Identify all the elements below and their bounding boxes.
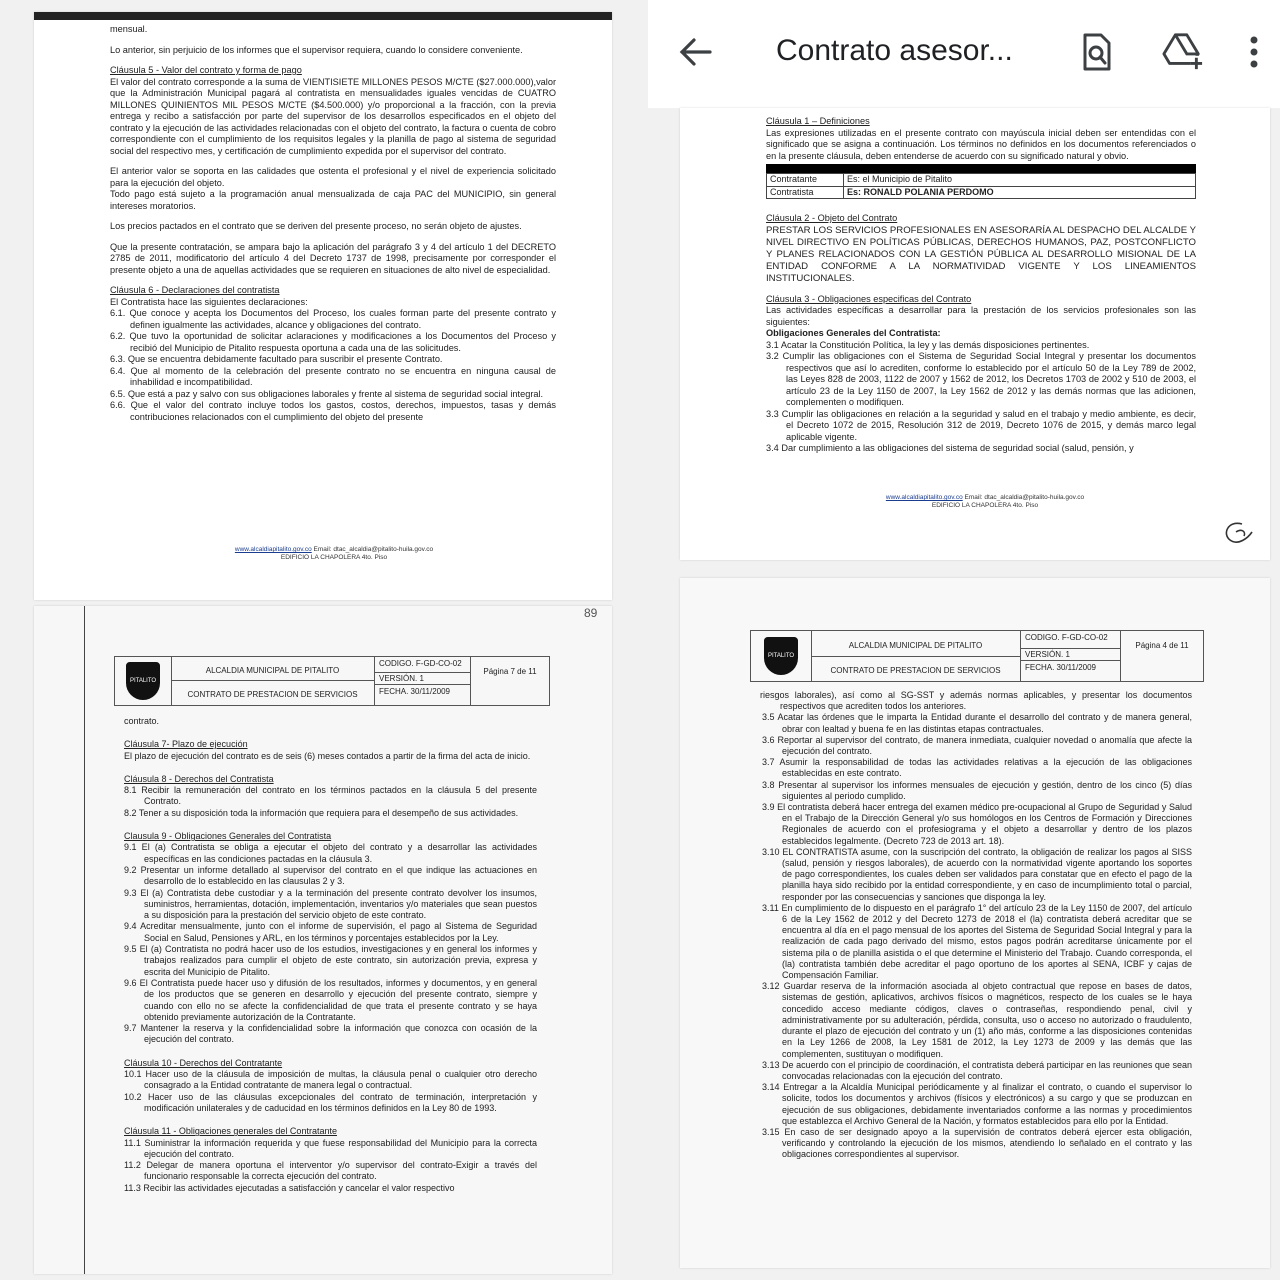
list-item: 6.5. Que está a paz y salvo con sus obligaciones laborales y frente al sistema de seguridad social integral. bbox=[110, 388, 544, 399]
header-version: VERSIÓN. 1 bbox=[375, 673, 471, 685]
paragraph: Lo anterior, sin perjuicio de los informes que el supervisor requiera, cuando lo considere conveniente. bbox=[110, 44, 523, 55]
list-item: 10.1 Hacer uso de la cláusula de imposición de multas, la cláusula penal o cualquier otro derecho consagrado a la Entidad contratante de manera legal o contractual. bbox=[124, 1069, 537, 1091]
list-item: 3.7 Asumir la responsabilidad de todas las actividades relativas a la ejecución de las obligaciones establecidas en este contrato. bbox=[762, 757, 1192, 779]
search-document-icon[interactable] bbox=[1076, 28, 1118, 76]
municipality-logo bbox=[751, 631, 812, 681]
paragraph: Las actividades específicas a desarrollar para la prestación de los servicios profesionales son las siguientes: bbox=[766, 305, 1196, 327]
list-item: 3.11 En cumplimiento de lo dispuesto en el parágrafo 1° del artículo 23 de la Ley 1150 de 2007, del artículo 6 de la Ley 1562 de 2012 y del Decreto 1273 de 2018 el (la) contratista deberá acreditar que se encuentra al día en el pago mensual de los aportes del Sistema de Seguridad Social Integral y para la realización de cada pago derivado del mismo, estos pagos podrán acreditarse únicamente por el sistema pila o de planilla asistida o el que determine el Ministerio del Trabajo. Cuando corresponda, el (la) contratista también debe acreditar el pago oportuno de los aportes al SENA, ICBF y cajas de Compensación Familiar. bbox=[762, 902, 1192, 981]
clause-heading: Cláusula 11 - Obligaciones generales del Contratante bbox=[124, 1126, 337, 1137]
clause-heading: Cláusula 8 - Derechos del Contratista bbox=[124, 773, 274, 784]
list-item: 9.3 El (a) Contratista debe custodiar y a la terminación del presente contrato devolver los insumos, suministros, herramientas, dotación, implementación, inventarios y/o materiales que sean puestos a su disposición para la prestación del servicio objeto de este contrato. bbox=[124, 887, 537, 921]
list-item: 3.8 Presentar al supervisor los informes mensuales de ejecución y gestión, dentro de los cinco (5) días siguientes al periodo cumplido. bbox=[762, 779, 1192, 801]
document-page-top-left bbox=[34, 12, 612, 600]
subheading: Obligaciones Generales del Contratista: bbox=[766, 328, 941, 338]
header-org: ALCALDIA MUNICIPAL DE PITALITO bbox=[171, 657, 375, 681]
list-item: 9.1 El (a) Contratista se obliga a ejecutar el objeto del contrato y a desarrollar las actividades específicas en las condiciones pactadas en la cláusula 3. bbox=[124, 842, 537, 864]
clause-heading: Cláusula 10 - Derechos del Contratante bbox=[124, 1057, 283, 1068]
list-item: 11.3 Recibir las actividades ejecutadas a satisfacción y cancelar el valor respectivo bbox=[124, 1182, 455, 1193]
shield-icon: PITALITO bbox=[126, 662, 160, 700]
paragraph: Que la presente contratación, se ampara bajo la aplicación del parágrafo 3 y 4 del artículo 1 del DECRETO 2785 de 2011, modificatorio del artículo 4 del Decreto 1737 de 1998, precisamente por corresponder el presente objeto a una de aquellas actividades que se requieren en situaciones de alto nivel de especialidad. bbox=[110, 241, 556, 275]
list-item: 6.2. Que tuvo la oportunidad de solicitar aclaraciones y modificaciones a los Documentos del Proceso y recibió del Municipio de Pitalito respuesta oportuna a cada una de las solicitudes. bbox=[110, 331, 556, 353]
list-item: 3.6 Reportar al supervisor del contrato, de manera inmediata, cualquier novedad o anomalía que afecte la ejecución del contrato. bbox=[762, 734, 1192, 757]
paragraph: El plazo de ejecución del contrato es de seis (6) meses contados a partir de la firma del acta de inicio. bbox=[124, 750, 531, 761]
header-fecha: FECHA. 30/11/2009 bbox=[375, 685, 471, 705]
list-item: 11.2 Delegar de manera oportuna el interventor y/o supervisor del contrato-Exigir a través del funcionario responsable la correcta ejecución del contrato. bbox=[124, 1160, 537, 1182]
table-row bbox=[767, 186, 1196, 199]
header-org: ALCALDIA MUNICIPAL DE PITALITO bbox=[811, 631, 1021, 657]
list-item: 3.1 Acatar la Constitución Política, la ley y las demás disposiciones pertinentes. bbox=[766, 339, 1090, 350]
definitions-table bbox=[766, 164, 1196, 199]
list-item: 3.9 El contratista deberá hacer entrega del examen médico pre-ocupacional al Grupo de Seguridad y Salud en el Trabajo de la Dirección General y/o sus homólogos en los Centros de Formación y Direcciones Regionales de acuerdo con el profesiograma y el objeto a desarrollar y dentro de los plazos establecidos legalmente. (Decreto 723 de 2013 art. 18). bbox=[762, 802, 1192, 846]
list-item: 3.4 Dar cumplimiento a las obligaciones del sistema de seguridad social (salud, pensión, y bbox=[766, 443, 1134, 453]
list-item: 9.2 Presentar un informe detallado al supervisor del contrato en el que indique las actuaciones en desarrollo de lo establecido en las clausulas 2 y 3. bbox=[124, 864, 537, 887]
paragraph: El anterior valor se soporta en las calidades que ostenta el profesional y el nivel de experiencia solicitado para la ejecución del objeto. bbox=[110, 166, 556, 188]
document-page-bottom-right bbox=[680, 578, 1270, 1268]
clause-heading: Cláusula 2 - Objeto del Contrato bbox=[766, 213, 898, 223]
list-item: 3.2 Cumplir las obligaciones con el Sistema de Seguridad Social Integral y presentar los documentos respectivos que así lo acrediten, conforme lo establecido por el artículo 50 de la Ley 789 de 2002, las Leyes 828 de 2003, 1122 de 2007 y 1562 de 2012, los Decretos 1703 de 2002 y 510 de 2003, el artículo 23 de la Ley 1150 de 2007, la Ley 1562 de 2012 y las demás normas que las adicionen, complementen o modifiquen. bbox=[766, 351, 1196, 407]
list-item: 9.5 El (a) Contratista no podrá hacer uso de los estudios, investigaciones y en general los informes y trabajos realizados para cumplir el objeto de este contrato, sin autorización previa, expresa y escrita del Municipio de Pitalito. bbox=[124, 944, 537, 977]
table-cell: Es: RONALD POLANIA PERDOMO bbox=[844, 186, 1196, 199]
table-cell: Contratista bbox=[767, 186, 844, 199]
footer-address: EDIFICIO LA CHAPOLERA 4to. Piso bbox=[280, 554, 388, 561]
table-cell: Contratante bbox=[767, 174, 844, 187]
header-page-number: Página 7 de 11 bbox=[483, 667, 537, 676]
margin-line bbox=[84, 606, 85, 1274]
document-page-bottom-left bbox=[34, 606, 612, 1274]
header-doc-type: CONTRATO DE PRESTACION DE SERVICIOS bbox=[171, 681, 375, 705]
table-header-bar bbox=[766, 164, 1196, 173]
header-fecha: FECHA. 30/11/2009 bbox=[1021, 661, 1121, 681]
clause-heading: Cláusula 6 - Declaraciones del contratista bbox=[110, 285, 280, 295]
list-item: 10.2 Hacer uso de las cláusulas excepcionales del contrato de terminación, interpretación y modificación unilaterales y de caducidad en los términos definidos en la Ley 80 de 1993. bbox=[124, 1091, 537, 1113]
shield-icon: PITALITO bbox=[764, 637, 798, 675]
list-item: 6.1. Que conoce y acepta los Documentos del Proceso, los cuales forman parte del presente contrato y definen igualmente las actividades, alcance y obligaciones del contrato. bbox=[110, 308, 556, 330]
list-item: 11.1 Suministrar la información requerida y que fuese responsabilidad del Municipio para la correcta ejecución del contrato. bbox=[124, 1137, 537, 1159]
list-item: 8.2 Tener a su disposición toda la información que requiera para el desempeño de sus actividades. bbox=[124, 807, 519, 818]
signature-mark bbox=[1218, 518, 1258, 553]
list-item: riesgos laborales), así como al SG-SST y además normas aplicables, y presentar los documentos respectivos que acrediten todos los anteriores. bbox=[760, 690, 1192, 712]
header-page-number: Página 4 de 11 bbox=[1135, 641, 1189, 650]
drive-add-icon[interactable] bbox=[1162, 28, 1204, 76]
document-page-top-right bbox=[680, 108, 1270, 560]
paragraph: Los precios pactados en el contrato que se deriven del presente proceso, no serán objeto de ajustes. bbox=[110, 221, 522, 231]
paragraph: El Contratista hace las siguientes declaraciones: bbox=[110, 296, 308, 307]
clause-heading: Cláusula 1 – Definiciones bbox=[766, 116, 870, 126]
footer-email: Email: dtac_alcaldia@pitalito-huila.gov.co bbox=[313, 546, 434, 553]
footer-web[interactable]: www.alcaldiapitalito.gov.co bbox=[234, 546, 312, 553]
list-item: 6.3. Que se encuentra debidamente facultado para suscribir el presente Contrato. bbox=[110, 354, 443, 364]
footer-address: EDIFICIO LA CHAPOLERA 4to. Piso bbox=[931, 502, 1039, 509]
table-row bbox=[767, 174, 1196, 187]
list-item: 8.1 Recibir la remuneración del contrato en los términos pactados en la cláusula 5 del presente Contrato. bbox=[124, 785, 537, 807]
text-line: mensual. bbox=[110, 24, 148, 34]
document-header bbox=[750, 630, 1204, 682]
footer-email: Email: dtac_alcaldia@pitalito-huila.gov.co bbox=[964, 494, 1085, 501]
list-item: 3.5 Acatar las órdenes que le imparta la Entidad durante el desarrollo del contrato y de manera general, obrar con lealtad y buena fe en las distintas etapas contractuales. bbox=[762, 712, 1192, 734]
table-cell: Es: el Municipio de Pitalito bbox=[844, 174, 1196, 187]
header-version: VERSIÓN. 1 bbox=[1021, 649, 1121, 661]
list-item: 3.12 Guardar reserva de la información asociada al objeto contractual que repose en bases de datos, sistemas de gestión, aplicativos, archivos físicos o magnéticos, respecto de los cuales se le haya concedido acceso mediante códigos, claves o contraseñas, respondiendo penal, civil y administrativamente por su adulteración, pérdida, consulta, uso o acceso no autorizado o fraudulento, durante el plazo de ejecución del contrato y un (1) año más, conforme a las disposiciones contenidas en la Ley 1266 de 2008, la Ley 1581 de 2012, la Ley 1273 de 2009 y las demás que las complementen, sustituyan o modifiquen. bbox=[762, 981, 1192, 1059]
page-footer bbox=[840, 494, 1130, 510]
paragraph: Todo pago está sujeto a la programación anual mensualizada de caja PAC del MUNICIPIO, sin general intereses moratorios. bbox=[110, 189, 556, 211]
more-vert-icon[interactable] bbox=[1240, 28, 1268, 76]
list-item: 9.7 Mantener la reserva y la confidencialidad sobre la información que conozca con ocasión de la ejecución del contrato. bbox=[124, 1023, 537, 1045]
list-item: 6.4. Que al momento de la celebración del presente contrato no se encuentra en ninguna causal de inhabilidad e incompatibilidad. bbox=[110, 365, 556, 387]
list-item: 3.15 En caso de ser designado apoyo a la supervisión de contratos deberá ejercer esta obligación, verificando y controlando la ejecución de los mismos, atendiendo lo señalado en el contrato y las obligaciones correspondientes al supervisor. bbox=[762, 1126, 1192, 1160]
header-doc-type: CONTRATO DE PRESTACION DE SERVICIOS bbox=[811, 657, 1021, 681]
document-header bbox=[114, 656, 550, 706]
clause-heading: Clausula 9 - Obligaciones Generales del Contratista bbox=[124, 831, 332, 842]
list-item: 6.6. Que el valor del contrato incluye todos los gastos, costos, derechos, impuestos, tasas y demás contribuciones relacionados con el cumplimiento del objeto del presente bbox=[110, 400, 556, 422]
clause-heading: Cláusula 3 - Obligaciones especificas del Contrato bbox=[766, 293, 972, 304]
list-item: 3.3 Cumplir las obligaciones en relación a la seguridad y salud en el trabajo y medio ambiente, es decir, el Decreto 1072 de 2015, Resolución 312 de 2019, Decreto 1076 de 2015, y demás marco legal aplicable vigente. bbox=[766, 408, 1196, 442]
header-codigo: CODIGO. F-GD-CO-02 bbox=[1021, 631, 1121, 649]
list-item: 3.13 De acuerdo con el principio de coordinación, el contratista deberá participar en las reuniones que sean convocadas relacionadas con la ejecución del contrato. bbox=[762, 1059, 1192, 1081]
municipality-logo bbox=[115, 657, 172, 705]
list-item: 9.6 El Contratista puede hacer uso y difusión de los resultados, informes y documentos, y en general de los productos que se generen en desarrollo y ejecución del presente contrato, siempre y cuando con ello no se afecte la confidencialidad de que trata el presente contrato y se haya obtenido previamente autorización de la Contratante. bbox=[124, 977, 537, 1022]
back-arrow-icon[interactable] bbox=[674, 28, 716, 76]
corner-mark: 89 bbox=[584, 606, 598, 620]
text-line: contrato. bbox=[124, 716, 160, 726]
clause-heading: Cláusula 7- Plazo de ejecución bbox=[124, 739, 248, 750]
app-bar bbox=[648, 0, 1280, 108]
list-item: 9.4 Acreditar mensualmente, junto con el informe de supervisión, el pago al Sistema de Seguridad Social en Salud, Pensiones y ARL, en los términos y porcentajes establecidos por la Ley. bbox=[124, 921, 537, 943]
paragraph: PRESTAR LOS SERVICIOS PROFESIONALES EN ASESORARÍA AL DESPACHO DEL ALCALDE Y NIVEL DIRECTIVO EN POLÍTICAS PÚBLICAS, DERECHOS HUMANOS, PAZ, POSTCONFLICTO Y PLANES RELACIONADOS CON LA GESTIÓN PÚBLICA AL DESARROLLO MISIONAL DE LA ENTIDAD CONFORME A LA NORMATIVIDAD VIGENTE Y LOS LINEAMIENTOS INSTITUCIONALES. bbox=[766, 224, 1196, 284]
clause-heading: Cláusula 5 - Valor del contrato y forma de pago bbox=[110, 65, 302, 75]
list-item: 3.10 EL CONTRATISTA asume, con la suscripción del contrato, la obligación de realizar los pagos al SISS (salud, pensión y riesgos laborales), de acuerdo con la normatividad vigente aportando los soportes de pago correspondientes, los cuales deben ser validados para constatar que en efecto el pago de la planilla haya sido recibido por la entidad correspondiente, y en caso de incumplimiento total o parcial, responder por las consecuencias y sanciones que disponga la ley. bbox=[762, 846, 1192, 902]
paragraph: El valor del contrato corresponde a la suma de VIENTISIETE MILLONES PESOS M/CTE ($27.000.000),valor que la Administración Municipal pagará al contratista en mensualidades iguales vencidas de CUATRO MILLONES QUINIENTOS MIL PESOS M/CTE ($4.500.000) y/o proporcional a la fracción, con la previa entrega y recibo a satisfacción por parte del supervisor de los desarrollos especificados en el objeto del contrato y la ejecución de las actividades relacionadas con el objeto del contrato, la factura o cuenta de cobro correspondiente con el cumplimiento de los requisitos legales y la planilla de pago al sistema de seguridad social del respectivo mes, y certificación de cumplimiento expedida por el supervisor del contrato. bbox=[110, 76, 556, 156]
document-title: Contrato asesor... bbox=[776, 34, 1013, 67]
list-item: 3.14 Entregar a la Alcaldía Municipal periódicamente y al finalizar el contrato, o cuando el supervisor lo solicite, todos los documentos y archivos (físicos y electrónicos) a su cargo y que se produzcan en ejecución de sus obligaciones, debidamente inventariados conforme a las normas y procedimientos que establezca el Archivo General de la Nación, y formatos establecidos para ello por la Entidad. bbox=[762, 1082, 1192, 1126]
page-footer bbox=[184, 546, 484, 562]
footer-web[interactable]: www.alcaldiapitalito.gov.co bbox=[885, 494, 963, 501]
header-codigo: CODIGO. F-GD-CO-02 bbox=[375, 657, 471, 673]
paragraph: Las expresiones utilizadas en el presente contrato con mayúscula inicial deben ser entendidas con el significado que se asigna a continuación. Los términos no definidos en los documentos referenciados o en la presente cláusula, deben entenderse de acuerdo con su significado natural y obvio. bbox=[766, 127, 1196, 161]
